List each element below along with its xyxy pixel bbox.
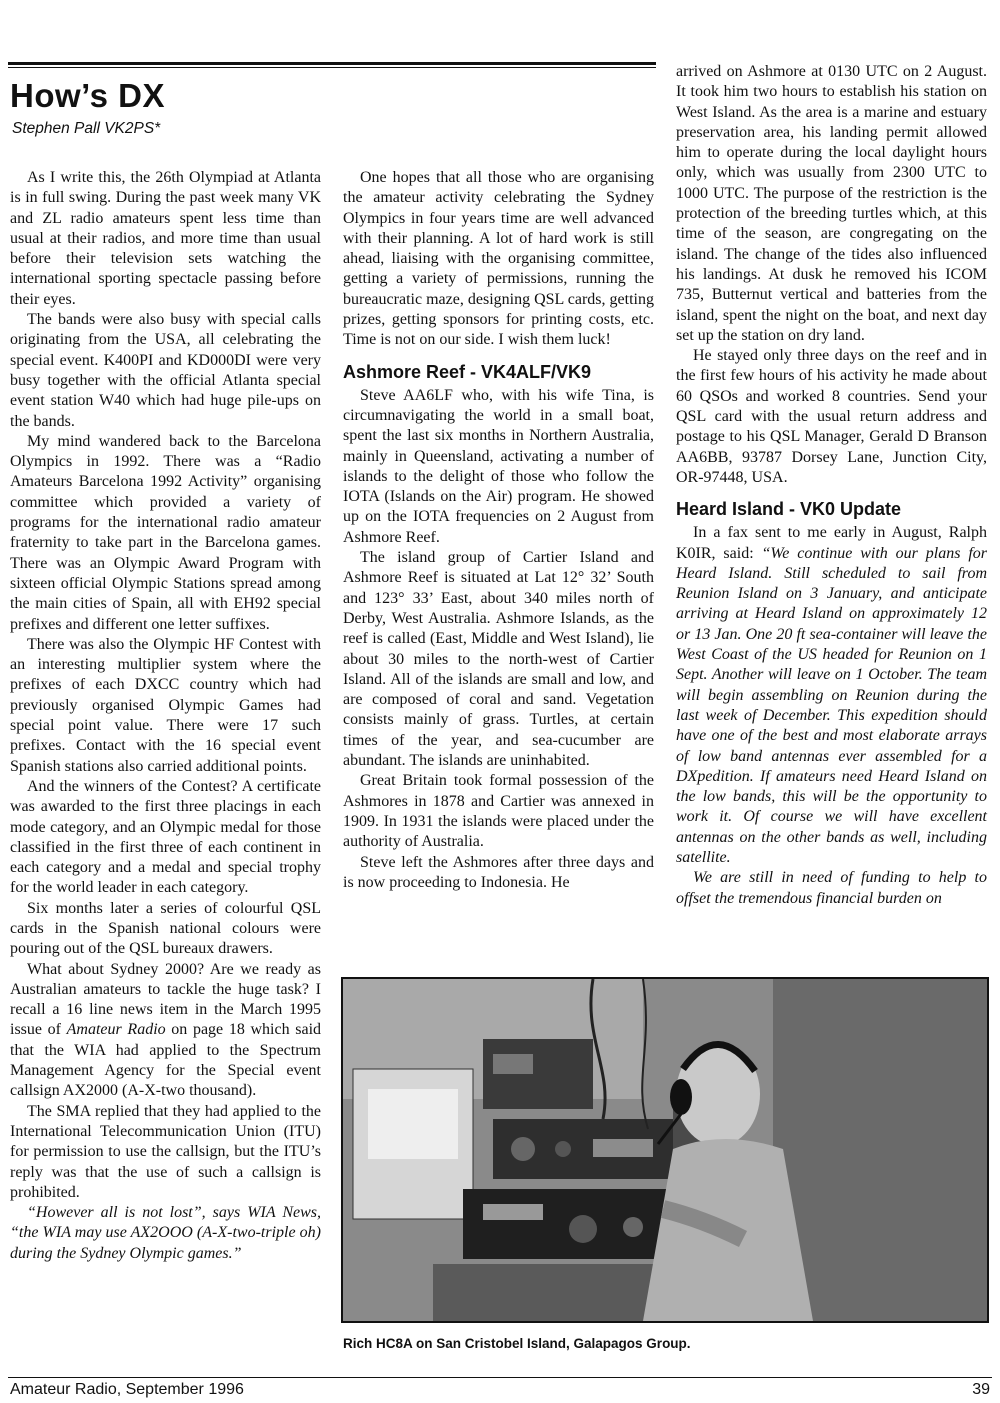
photo-radio-operator: [341, 977, 989, 1323]
paragraph: One hopes that all those who are organising the amateur activity celebrating the Sydney Olympics in four years time are well advanced with their planning. A lot of hard work is still ahead, liaising with the organising committee, getting a variety of permissions, running the bureaucratic maze, designing QSL cards, getting prizes, getting sponsors for printing costs, etc. Time is not on our side. I wish them luck!: [343, 169, 654, 349]
photo-caption: Rich HC8A on San Cristobel Island, Galapagos Group.: [343, 1336, 691, 1351]
column-1: [10, 168, 321, 1264]
paragraph: [676, 523, 987, 868]
paragraph: The island group of Cartier Island and Ashmore Reef is situated at Lat 12° 32’ South and 123° 33’ East, about 340 miles north of Derby, West Australia. Ashmore Islands, as the reef is called (East, Middle and West Island), lie about 30 miles to the north-west of Cartier Island. All of the islands are small and low, and are composed of coral and sand. Vegetation consists mainly of grass. Turtles, at certain times of the year, and sea-cucumber are abundant. The islands are uninhabited.: [343, 549, 654, 770]
header-rule-thin: [8, 67, 656, 68]
paragraph: Steve AA6LF who, with his wife Tina, is circumnavigating the world in a small boat, spent the last six months in Northern Australia, mainly in Queensland, activating a number of islands to the delight of those who follow the IOTA (Islands on the Air) program. He showed up on the IOTA frequencies on 2 August from Ashmore Reef.: [343, 386, 654, 546]
paragraph: The SMA replied that they had applied to the International Telecommunication Union (ITU) for permission to use the callsign, but the ITU’s reply was that the use of such a callsign is prohibited.: [10, 1102, 321, 1201]
paragraph: There was also the Olympic HF Contest with an interesting multiplier system where the prefixes of each DXCC country which had previously organised Olympic Games had special point value. There were 17 such prefixes. Contact with the 16 special event Spanish stations also carried additional points.: [10, 635, 321, 775]
paragraph: My mind wandered back to the Barcelona Olympics in 1992. There was a “Radio Amateurs Barcelona 1992 Activity” organising committee which provided a variety of programs for the international radio amateur fraternity to take part in the Barcelona games. There was an Olympic Award Program with sixteen official Olympic Stations spread among the main cities of Spain, all with EH92 special prefixes and different one letter suffixes.: [10, 432, 321, 633]
column-3: [676, 62, 987, 909]
paragraph: As I write this, the 26th Olympiad at Atlanta is in full swing. During the past week many VK and ZL radio amateurs spent less time than usual at their radios, and more time than usual before their television sets watching the international sporting spectacle passing before their eyes.: [10, 169, 321, 308]
paragraph: Six months later a series of colourful QSL cards in the Spanish national colours were pouring out of the QSL bureaux drawers.: [10, 899, 321, 958]
section-heading-heard-island: Heard Island - VK0 Update: [676, 499, 902, 520]
quote-paragraph: “However all is not lost”, says WIA News, “the WIA may use AX2OOO (A-X-two-triple oh) during the Sydney Olympic games.”: [10, 1204, 321, 1262]
paragraph: Steve left the Ashmores after three days and is now proceeding to Indonesia. He: [343, 853, 654, 891]
header-rule: [8, 62, 656, 65]
footer-rule: [8, 1377, 992, 1378]
paragraph: And the winners of the Contest? A certificate was awarded to the first three placings in each mode category, and an Olympic medal for those classified in the first three of each continent in each category and a medal and special trophy for the world leader in each category.: [10, 777, 321, 897]
text-run: In a fax sent to me early in August, Ralph K0IR, said:: [676, 524, 987, 562]
paragraph: arrived on Ashmore at 0130 UTC on 2 August. It took him two hours to establish his station on West Island. As the area is a marine and estuary preservation area, his landing permit allowed him to operate during the local daylight hours only, which was usually from 2300 UTC to 1000 UTC. The purpose of the restriction is the protection of the breeding turtles which, at this time of the season, are congregating on the island. The change of the tides also influenced his landings. At dusk he removed his ICOM 735, Butternut vertical and batteries from the island, spent the night on the boat, and next day set up the station on dry land.: [676, 63, 987, 344]
magazine-name: Amateur Radio: [66, 1021, 166, 1039]
quote-paragraph: We are still in need of funding to help to offset the tremendous financial burden on: [676, 869, 987, 907]
paragraph: Great Britain took formal possession of the Ashmores in 1878 and Cartier was annexed in 1909. In 1931 the islands were placed under the authority of Australia.: [343, 772, 654, 851]
page-number: 39: [972, 1381, 990, 1398]
footer-publication: Amateur Radio, September 1996: [10, 1381, 244, 1398]
article-title: How’s DX: [10, 77, 165, 114]
text-run: on page 18 which said that the WIA had applied to the Spectrum Management Agency for the Special event callsign AX2000 (A-X-two thousand).: [10, 1021, 322, 1100]
article-byline: Stephen Pall VK2PS*: [12, 120, 161, 137]
paragraph: He stayed only three days on the reef and in the first few hours of his activity he made about 60 QSOs and worked 8 countries. Send your QSL card with the usual return address and postage to his QSL Manager, Gerald D Branson AA6BB, 93787 Dorsey Lane, Junction City, OR-97448, USA.: [676, 347, 987, 486]
section-heading-ashmore: Ashmore Reef - VK4ALF/VK9: [343, 361, 592, 382]
photo-illustration: [343, 979, 987, 1321]
paragraph: The bands were also busy with special calls originating from the USA, all celebrating the special event. K400PI and KD000DI were very busy together with the official Atlanta special event station W40 which had huge pile-ups on the bands.: [10, 311, 321, 430]
fax-quote: “We continue with our plans for Heard Island. Still scheduled to sail from Reunion Island on 3 January, and anticipate arriving at Heard Island on approximately 12 or 13 Jan. One 20 ft sea-container will leave the West Coast of the US headed for Reunion on 1 Sept. Another will leave on 1 October. The team will begin assembling on Reunion during the last week of December. This expedition should have one of the best and most elaborate arrays of low band antennas ever assembled for a DXpedition. If amateurs need Heard Island on the low bands, this will be the opportunity to work it. Of course we will have excellent antennas on the other bands as well, including satellite.: [676, 544, 987, 866]
paragraph: [10, 960, 321, 1102]
text-run: What about Sydney 2000? Are we ready as Australian amateurs to tackle the huge task? I recall a 16 line news item in the March 1995 issue of: [10, 960, 321, 1039]
column-2: [343, 168, 654, 893]
